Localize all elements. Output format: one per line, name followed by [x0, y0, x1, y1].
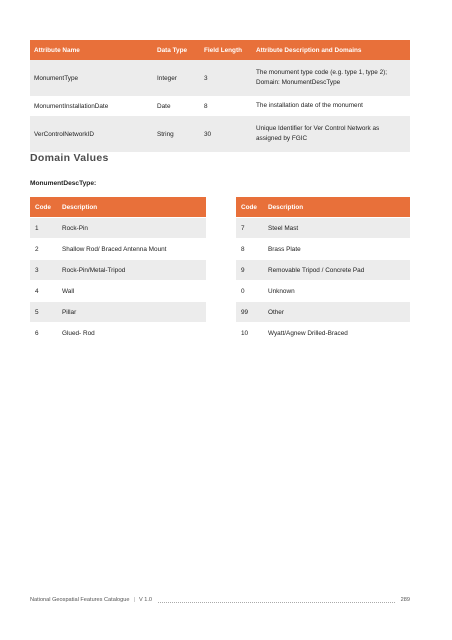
header-code: Code: [236, 197, 263, 218]
attribute-row: [30, 116, 410, 152]
code-value: 0: [236, 281, 263, 302]
code-description: Wyatt/Agnew Drilled-Braced: [263, 323, 410, 344]
code-row: [236, 302, 410, 323]
code-row: [30, 260, 206, 281]
footer-title: National Geospatial Features Catalogue: [30, 597, 130, 603]
code-description: Pillar: [57, 302, 206, 323]
section-title: Domain Values: [30, 152, 109, 164]
code-description: Unknown: [263, 281, 410, 302]
codes-header-row: [30, 197, 206, 218]
code-description: Removable Tripod / Concrete Pad: [263, 260, 410, 281]
code-row: [236, 281, 410, 302]
attribute-name: MonumentInstallationDate: [34, 102, 109, 110]
page-footer: [30, 597, 410, 603]
code-row: [236, 218, 410, 239]
attribute-row: [30, 96, 410, 116]
attribute-type: String: [153, 116, 200, 152]
footer-separator: |: [133, 597, 135, 603]
code-row: [30, 323, 206, 344]
attribute-length: 30: [200, 116, 252, 152]
attribute-row: [30, 60, 410, 96]
domain-subheading: MonumentDescType:: [30, 180, 97, 187]
page-number: 289: [400, 597, 410, 603]
code-value: 7: [236, 218, 263, 239]
attribute-description: [252, 96, 410, 116]
attribute-length: 3: [200, 60, 252, 96]
code-value: 8: [236, 239, 263, 260]
code-row: [236, 239, 410, 260]
description-line: Unique Identifier for Ver Control Network as: [256, 124, 380, 132]
description-line: The monument type code (e.g. type 1, type 2);: [256, 68, 388, 76]
code-description: Other: [263, 302, 410, 323]
attributes-table: [30, 40, 410, 152]
code-description: Brass Plate: [263, 239, 410, 260]
code-description: Wall: [57, 281, 206, 302]
code-row: [30, 302, 206, 323]
code-value: 1: [30, 218, 57, 239]
header-code: Code: [30, 197, 57, 218]
header-description: Description: [263, 197, 410, 218]
attribute-name: VerControlNetworkID: [30, 116, 153, 152]
header-data-type: Data Type: [153, 40, 200, 60]
code-value: 5: [30, 302, 57, 323]
code-description: Rock-Pin/Metal-Tripod: [57, 260, 206, 281]
header-attribute-name: Attribute Name: [30, 40, 153, 60]
attributes-header-row: [30, 40, 410, 60]
code-value: 99: [236, 302, 263, 323]
code-description: Steel Mast: [263, 218, 410, 239]
attribute-name: MonumentType: [30, 60, 153, 96]
description-line: assigned by FGIC: [256, 135, 308, 142]
description-line: Domain: MonumentDescType: [256, 79, 341, 86]
footer-version: V 1.0: [138, 597, 153, 603]
code-value: 9: [236, 260, 263, 281]
code-value: 6: [30, 323, 57, 344]
header-description: Attribute Description and Domains: [252, 40, 410, 60]
code-description: Shallow Rod/ Braced Antenna Mount: [57, 239, 206, 260]
code-row: [236, 260, 410, 281]
code-row: [30, 218, 206, 239]
code-value: 2: [30, 239, 57, 260]
attribute-type: Date: [157, 102, 171, 110]
codes-table-right: [236, 197, 410, 343]
code-row: [30, 239, 206, 260]
code-description: Glued- Rod: [57, 323, 206, 344]
code-value: 3: [30, 260, 57, 281]
attribute-length: 8: [204, 102, 208, 110]
code-value: 10: [236, 323, 263, 344]
code-description: Rock-Pin: [57, 218, 206, 239]
description-line: The installation date of the monument: [256, 101, 363, 109]
attribute-description: [252, 60, 410, 96]
footer-dot-leader: [158, 598, 395, 603]
header-field-length: Field Length: [200, 40, 252, 60]
attribute-description: [252, 116, 410, 152]
attribute-type: Integer: [153, 60, 200, 96]
code-row: [236, 323, 410, 344]
codes-table-left: [30, 197, 206, 343]
codes-header-row: [236, 197, 410, 218]
header-description: Description: [57, 197, 206, 218]
code-row: [30, 281, 206, 302]
code-value: 4: [30, 281, 57, 302]
